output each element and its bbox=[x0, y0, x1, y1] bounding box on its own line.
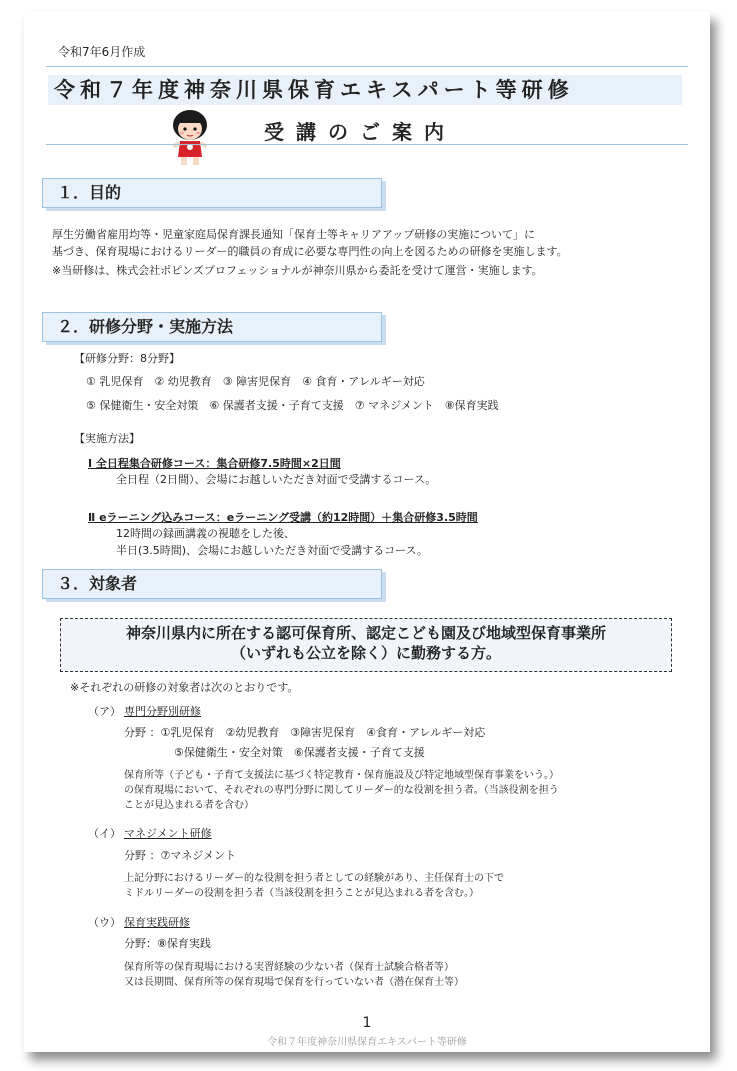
mascot-girl-icon bbox=[164, 107, 216, 167]
category-a-label: （ア） bbox=[88, 705, 121, 718]
fields-heading: 【研修分野：8分野】 bbox=[74, 352, 180, 365]
purpose-line-1: 厚生労働省雇用均等・児童家庭局保育課長通知「保育士等キャリアアップ研修の実施について」に bbox=[52, 228, 536, 241]
category-u-desc-1: 保育所等の保育現場における実習経験の少ない者（保育士試験合格者等） bbox=[124, 962, 454, 973]
fields-row-2: ⑤ 保健衛生・安全対策 ⑥ 保護者支援・子育て支援 ⑦ マネジメント ⑧保育実践 bbox=[86, 399, 499, 412]
header-rule-top bbox=[46, 66, 688, 67]
course-2-description-2: 半日(3.5時間)、会場にお越しいただき対面で受講するコース。 bbox=[116, 544, 428, 557]
category-a-desc-3: ことが見込まれる者を含む） bbox=[124, 800, 254, 811]
document-page bbox=[24, 12, 710, 1052]
course-2-title: Ⅱ eラーニング込みコース：eラーニング受講（約12時間）＋集合研修3.5時間 bbox=[88, 511, 478, 524]
category-i-title: マネジメント研修 bbox=[124, 827, 212, 840]
category-u-desc-2: 又は長期間、保育所等の保育現場で保育を行っていない者（潜在保育士等） bbox=[124, 977, 464, 988]
category-u-field: 分野：⑧保育実践 bbox=[124, 937, 211, 950]
category-a-title: 専門分野別研修 bbox=[124, 705, 201, 718]
category-a-field-2: ⑤保健衛生・安全対策 ⑥保護者支援・子育て支援 bbox=[174, 746, 425, 759]
page-title: 令和７年度神奈川県保育エキスパート等研修 bbox=[48, 75, 682, 105]
section-heading-fields: ２．研修分野・実施方法 bbox=[42, 312, 382, 342]
section-heading-target: ３．対象者 bbox=[42, 569, 382, 599]
course-2-description-1: 12時間の録画講義の視聴をした後、 bbox=[116, 527, 295, 540]
course-1-description: 全日程（2日間）、会場にお越しいただき対面で受講するコース。 bbox=[116, 473, 437, 486]
page-footer: 令和７年度神奈川県保育エキスパート等研修 bbox=[267, 1037, 467, 1048]
purpose-line-2: 基づき、保育現場におけるリーダー的職員の育成に必要な専門性の向上を図るための研修を実施します。 bbox=[52, 245, 568, 258]
target-note: ※それぞれの研修の対象者は次のとおりです。 bbox=[70, 681, 299, 694]
target-box bbox=[60, 618, 672, 672]
creation-date: 令和7年6月作成 bbox=[58, 45, 146, 59]
methods-heading: 【実施方法】 bbox=[74, 432, 140, 445]
page-number: 1 bbox=[362, 1015, 372, 1031]
category-a-desc-1: 保育所等（子ども・子育て支援法に基づく特定教育・保育施設及び特定地域型保育事業をいう。） bbox=[124, 770, 559, 781]
purpose-note: ※当研修は、株式会社ポピンズプロフェッショナルが神奈川県から委託を受けて運営・実施します。 bbox=[52, 264, 543, 277]
category-i-field: 分野 ：⑦マネジメント bbox=[124, 849, 237, 862]
category-i-desc-1: 上記分野におけるリーダー的な役割を担う者としての経験があり、主任保育士の下で bbox=[124, 873, 504, 884]
course-1-title: Ⅰ 全日程集合研修コース：集合研修7.5時間×2日間 bbox=[88, 457, 341, 470]
header-rule-bottom bbox=[46, 144, 688, 145]
fields-row-1: ① 乳児保育 ② 幼児教育 ③ 障害児保育 ④ 食育・アレルギー対応 bbox=[86, 375, 425, 388]
target-line-1: 神奈川県内に所在する認可保育所、認定こども園及び地域型保育事業所 bbox=[125, 624, 606, 642]
category-a-field-1: 分野 ：①乳児保育 ②幼児教育 ③障害児保育 ④食育・アレルギー対応 bbox=[124, 726, 486, 739]
category-u-title: 保育実践研修 bbox=[124, 916, 190, 929]
target-line-2: （いずれも公立を除く）に勤務する方。 bbox=[230, 644, 501, 662]
category-i-desc-2: ミドルリーダーの役割を担う者（当該役割を担うことが見込まれる者を含む。） bbox=[124, 888, 479, 899]
category-a-desc-2: の保育現場において、それぞれの専門分野に関してリーダー的な役割を担う者。（当該役割を担う bbox=[124, 785, 559, 796]
page-subtitle: 受講のご案内 bbox=[264, 120, 456, 144]
category-i-label: （イ） bbox=[88, 827, 121, 840]
category-u-label: （ウ） bbox=[88, 916, 121, 929]
section-heading-purpose: １．目的 bbox=[42, 178, 382, 208]
